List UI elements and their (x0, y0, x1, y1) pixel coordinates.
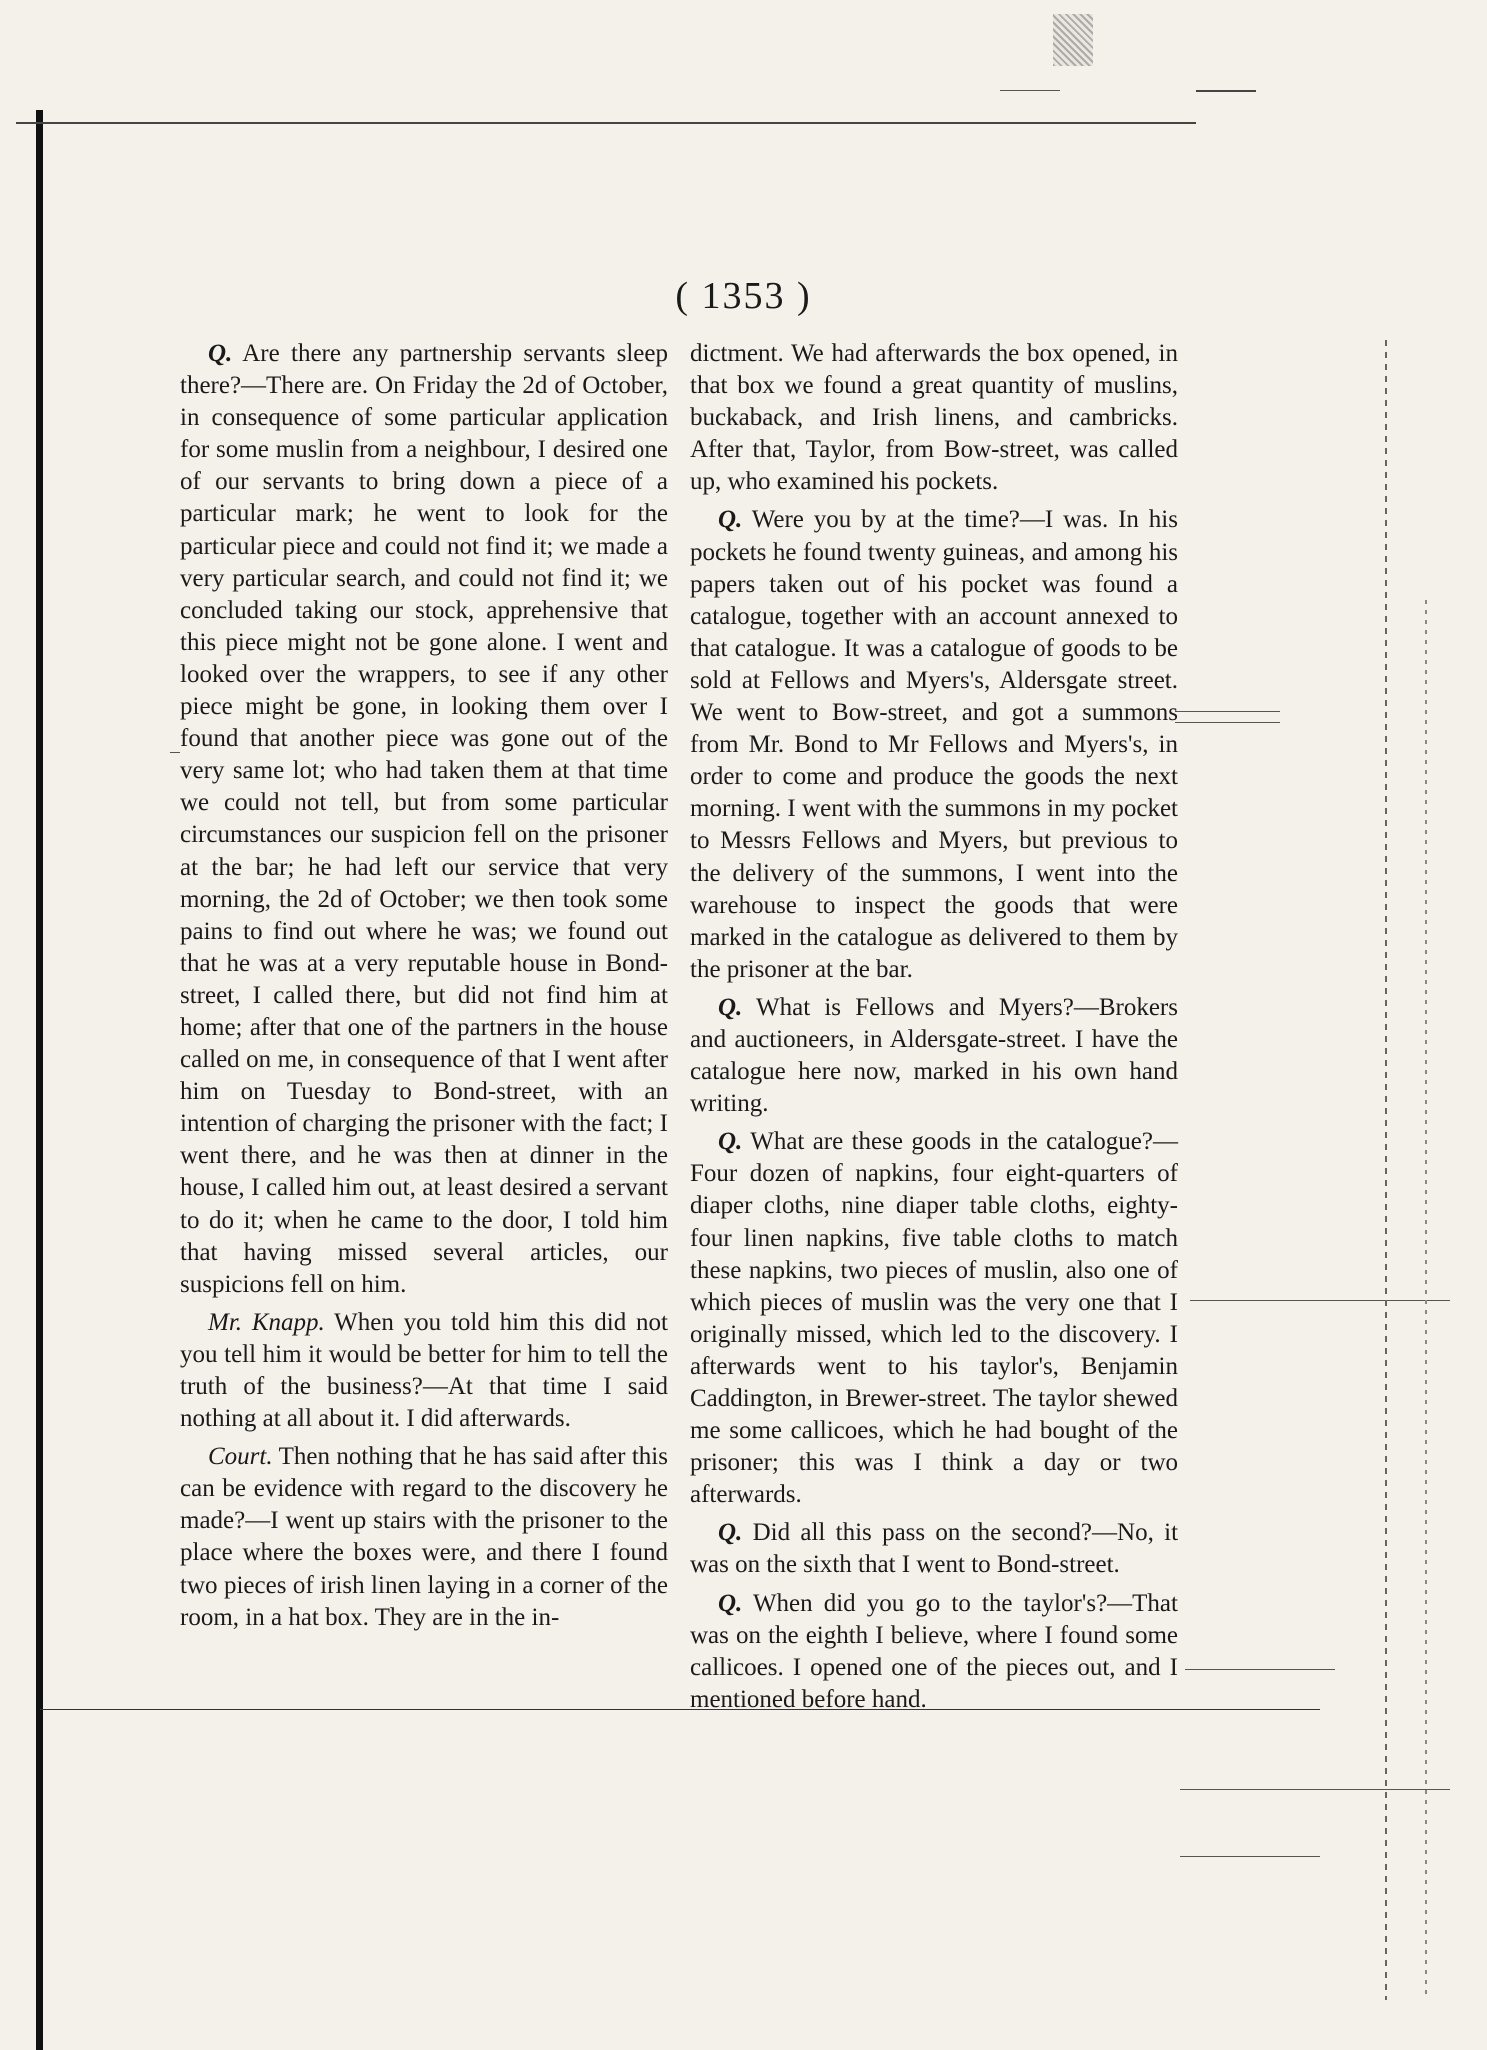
scan-edge (1425, 600, 1427, 2000)
paragraph-text: Are there any partnership servants sleep there?—There are. On Friday the 2d of October, in consequence of some particular application for some muslin from a neighbour, I desired one of our servants to bring down a piece of a particular mark; he went to look for the particular piece and could not find it; we made a very particular search, and could not find it; we concluded taking our stock, apprehensive that this piece might not be gone alone. I went and looked over the wrappers, to see if any other piece might be gone, in looking them over I found that another piece was gone out of the very same lot; who had taken them at that time we could not tell, but from some particular circumstances our suspicion fell on the prisoner at the bar; he had left our service that very morning, the 2d of October; we then took some pains to find out where he was; we found out that he was at a very reputable house in Bond-street, I called there, but did not find him at home; after that one of the partners in the house called on me, in consequence of that I went after him on Tuesday to Bond-street, with an intention of charging the prisoner with the fact; I went there, and he was then at dinner in the house, I called him out, at least desired a servant to do it; when he came to the door, I told him that having missed several articles, our suspicions fell on him. (180, 340, 668, 1298)
question-mark-label: Q. (718, 1128, 743, 1156)
page-number: ( 1353 ) (675, 275, 812, 317)
paragraph-text: What is Fellows and Myers?—Brokers and auctioneers, in Aldersgate-street. I have the catalogue here now, marked in his own hand writing. (690, 993, 1178, 1118)
paragraph (690, 1517, 1178, 1581)
paragraph (180, 338, 668, 1301)
paragraph (690, 1588, 1178, 1716)
paragraph-text: What are these goods in the catalogue?—Four dozen of napkins, four eight-quarters of diaper cloths, nine diaper table cloths, eighty-four linen napkins, five table cloths to match these napkins, two pieces of muslin, also one of which pieces of muslin was the very one that I originally missed, which led to the discovery. I afterwards went to his taylor's, Benjamin Caddington, in Brewer-street. The taylor shewed me some callicoes, which he had bought of the prisoner; this was I think a day or two afterwards. (690, 1128, 1178, 1509)
scan-rule (1180, 1856, 1320, 1857)
left-column (180, 338, 668, 1640)
speaker-label: Court. (208, 1443, 273, 1471)
paragraph-text: Were you by at the time?—I was. In his pockets he found twenty guineas, and among his papers taken out of his pocket was found a catalogue, together with an account annexed to that catalogue. It was a catalogue of goods to be sold at Fellows and Myers's, Aldersgate street. We went to Bow-street, and got a summons from Mr. Bond to Mr Fellows and Myers's, in order to come and produce the goods the next morning. I went with the summons in my pocket to Messrs Fellows and Myers, but previous to the delivery of the summons, I went into the warehouse to inspect the goods that were marked in the catalogue as delivered to them by the prisoner at the bar. (690, 506, 1178, 983)
library-stamp (1053, 14, 1093, 66)
question-mark-label: Q. (718, 506, 743, 534)
scan-rule (1175, 711, 1280, 712)
paragraph (180, 1441, 668, 1634)
question-mark-label: Q. (718, 993, 743, 1021)
speaker-label: Mr. Knapp. (208, 1308, 325, 1336)
scan-rule (1175, 722, 1280, 723)
question-mark-label: Q. (718, 1589, 743, 1617)
paragraph (180, 1307, 668, 1435)
right-column (690, 338, 1178, 1722)
scan-rule (16, 122, 1196, 124)
scan-rule (1196, 90, 1256, 92)
scan-rule (1180, 1789, 1450, 1790)
question-mark-label: Q. (718, 1519, 743, 1547)
scan-rule (1185, 1669, 1335, 1670)
paragraph (690, 1126, 1178, 1511)
scan-rule (1000, 90, 1060, 91)
paragraph (690, 992, 1178, 1120)
paragraph-text: When did you go to the taylor's?—That was on the eighth I believe, where I found some callicoes. I opened one of the pieces out, and I mentioned before hand. (690, 1589, 1178, 1713)
binding-edge (36, 110, 43, 2050)
paragraph-text: Did all this pass on the second?—No, it was on the sixth that I went to Bond-street. (690, 1519, 1179, 1579)
question-mark-label: Q. (208, 340, 233, 367)
paragraph-text: dictment. We had afterwards the box opened, in that box we found a great quantity of muslins, buckaback, and Irish linens, and cambricks. After that, Taylor, from Bow-street, was called up, who examined his pockets. (690, 340, 1178, 496)
scan-edge (1385, 340, 1387, 2000)
paragraph (690, 338, 1178, 498)
paragraph-text: When you told him this did not you tell him it would be better for him to tell the truth of the business?—At that time I said nothing at all about it. I did afterwards. (180, 1308, 668, 1433)
paragraph-text: Then nothing that he has said after this can be evidence with regard to the discovery he made?—I went up stairs with the prisoner to the place where the boxes were, and there I found two pieces of irish linen laying in a corner of the room, in a hat box. They are in the in- (180, 1443, 668, 1631)
paragraph (690, 504, 1178, 985)
scan-rule (170, 752, 180, 753)
scan-rule (1190, 1300, 1450, 1301)
